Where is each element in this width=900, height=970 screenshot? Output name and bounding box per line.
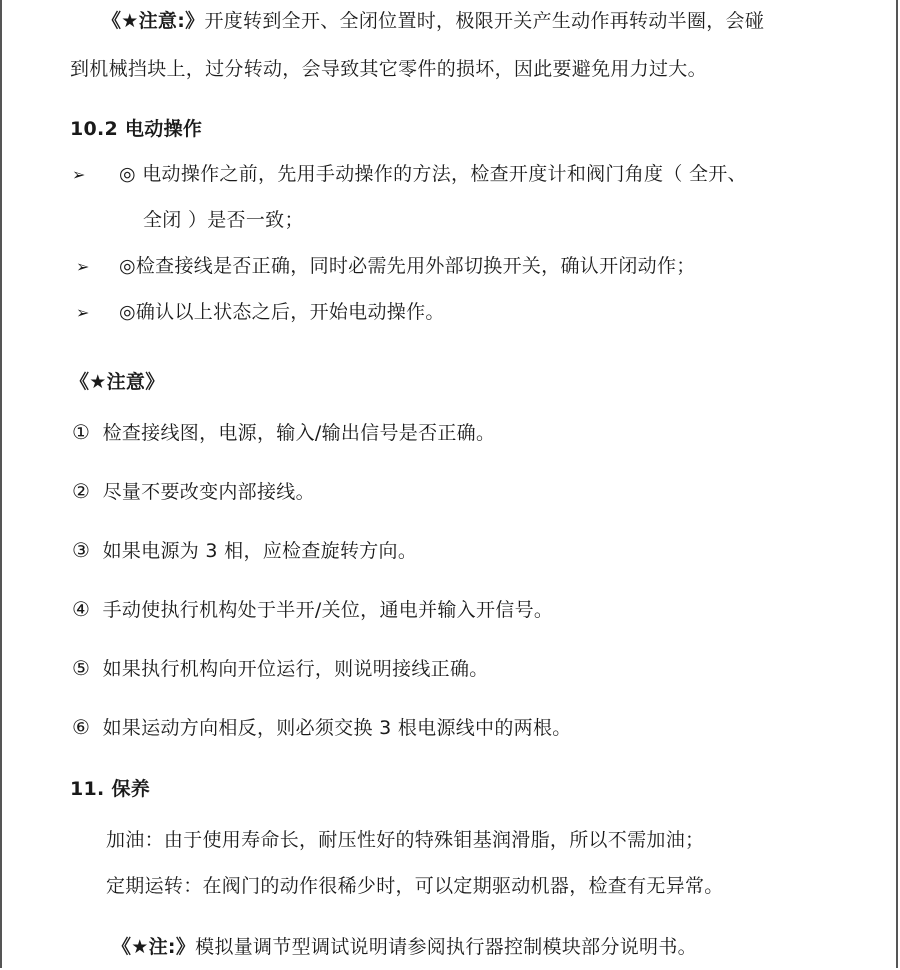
notice-item-text: 如果执行机构向开位运行，则说明接线正确。: [102, 658, 489, 680]
notice-item-number: ②: [72, 479, 91, 503]
section-10-2-title: 10.2 电动操作: [70, 118, 203, 140]
bullet-2-line-1: ◎检查接线是否正确，同时必需先用外部切换开关，确认开闭动作；: [119, 255, 696, 277]
notice-item-text: 手动使执行机构处于半开/关位，通电并输入开信号。: [102, 599, 554, 621]
note-intro-line-1: [102, 8, 764, 34]
notice-item-1: [72, 419, 495, 446]
footer-note-text: 模拟量调节型调试说明请参阅执行器控制模块部分说明书。: [195, 936, 697, 958]
notice-item-text: 尽量不要改变内部接线。: [102, 481, 315, 503]
note-intro-text-1: 开度转到全开、全闭位置时，极限开关产生动作再转动半圈，会碰: [204, 10, 765, 32]
notice-item-2: [72, 478, 315, 505]
section-11-title: 11. 保养: [70, 778, 151, 800]
bullet-3-line-1: ◎确认以上状态之后，开始电动操作。: [119, 301, 445, 323]
notice-item-text: 检查接线图，电源，输入/输出信号是否正确。: [102, 422, 496, 444]
notice-item-text: 如果运动方向相反，则必须交换 3 根电源线中的两根。: [102, 717, 572, 739]
bullet-1-line-1: ◎ 电动操作之前，先用手动操作的方法，检查开度计和阀门角度（ 全开、: [119, 163, 747, 185]
bullet-arrow-icon: ➢: [76, 303, 90, 322]
note-intro-prefix: 《★注意:》: [102, 10, 205, 32]
notice-item-4: [72, 596, 553, 623]
notice-item-number: ⑥: [72, 715, 91, 739]
bullet-arrow-icon: ➢: [72, 165, 86, 184]
footer-note-prefix: 《★注:》: [112, 936, 196, 958]
notice-item-number: ⑤: [72, 656, 91, 680]
section-11-line-2: 定期运转：在阀门的动作很稀少时，可以定期驱动机器，检查有无异常。: [106, 875, 724, 897]
notice-title: 《★注意》: [70, 371, 165, 393]
notice-item-number: ①: [72, 420, 91, 444]
notice-item-text: 如果电源为 3 相，应检查旋转方向。: [102, 540, 418, 562]
notice-item-5: [72, 655, 489, 682]
note-intro-line-2: 到机械挡块上，过分转动，会导致其它零件的损坏，因此要避免用力过大。: [70, 58, 707, 80]
footer-note: [112, 934, 697, 960]
bullet-1-line-2: 全闭 ）是否一致；: [143, 209, 304, 231]
notice-item-3: [72, 537, 417, 564]
notice-item-number: ③: [72, 538, 91, 562]
section-11-line-1: 加油：由于使用寿命长，耐压性好的特殊钼基润滑脂，所以不需加油；: [106, 829, 705, 851]
bullet-arrow-icon: ➢: [76, 257, 90, 276]
notice-item-number: ④: [72, 597, 91, 621]
notice-item-6: [72, 714, 572, 741]
